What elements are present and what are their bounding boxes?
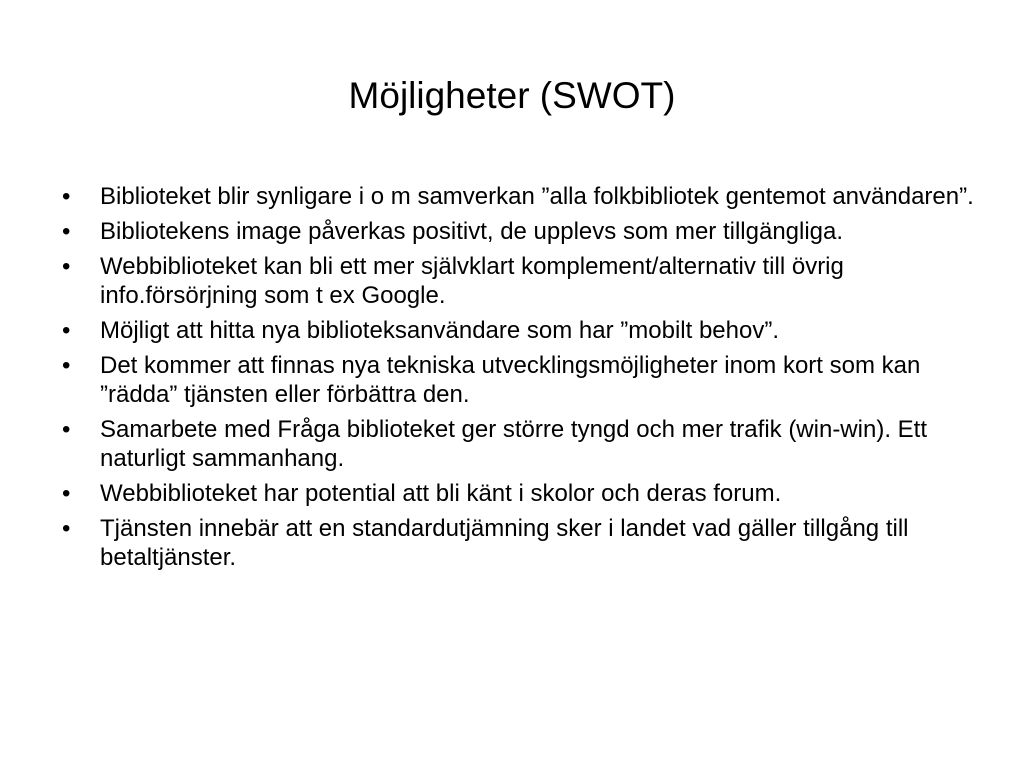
bullet-text: Samarbete med Fråga biblioteket ger större tyngd och mer trafik (win-win). Ett naturligt sammanhang.: [100, 416, 927, 472]
bullet-text: Det kommer att finnas nya tekniska utvecklingsmöjligheter inom kort som kan ”rädda” tjänsten eller förbättra den.: [100, 352, 921, 408]
bullet-dot-icon: •: [62, 515, 71, 542]
bullet-item: [56, 514, 976, 572]
bullet-item: [56, 182, 976, 211]
bullet-dot-icon: •: [62, 352, 71, 379]
bullet-dot-icon: •: [62, 218, 71, 245]
bullet-text: Webbiblioteket kan bli ett mer självklart komplement/alternativ till övrig info.försörjning som t ex Google.: [100, 253, 844, 309]
bullet-list: [56, 182, 976, 578]
bullet-dot-icon: •: [62, 480, 71, 507]
bullet-dot-icon: •: [62, 183, 71, 210]
bullet-text: Biblioteket blir synligare i o m samverkan ”alla folkbibliotek gentemot användaren”.: [100, 183, 974, 210]
bullet-text: Bibliotekens image påverkas positivt, de upplevs som mer tillgängliga.: [100, 218, 844, 245]
slide-title: Möjligheter (SWOT): [348, 75, 676, 116]
bullet-item: [56, 316, 976, 345]
bullet-item: [56, 252, 976, 310]
bullet-dot-icon: •: [62, 253, 71, 280]
bullet-item: [56, 217, 976, 246]
bullet-text: Tjänsten innebär att en standardutjämning sker i landet vad gäller tillgång till betaltjänster.: [100, 515, 909, 571]
bullet-dot-icon: •: [62, 317, 71, 344]
bullet-item: [56, 479, 976, 508]
bullet-text: Möjligt att hitta nya biblioteksanvändare som har ”mobilt behov”.: [100, 317, 780, 344]
bullet-item: [56, 351, 976, 409]
bullet-dot-icon: •: [62, 416, 71, 443]
bullet-item: [56, 415, 976, 473]
bullet-text: Webbiblioteket har potential att bli känt i skolor och deras forum.: [100, 480, 782, 507]
